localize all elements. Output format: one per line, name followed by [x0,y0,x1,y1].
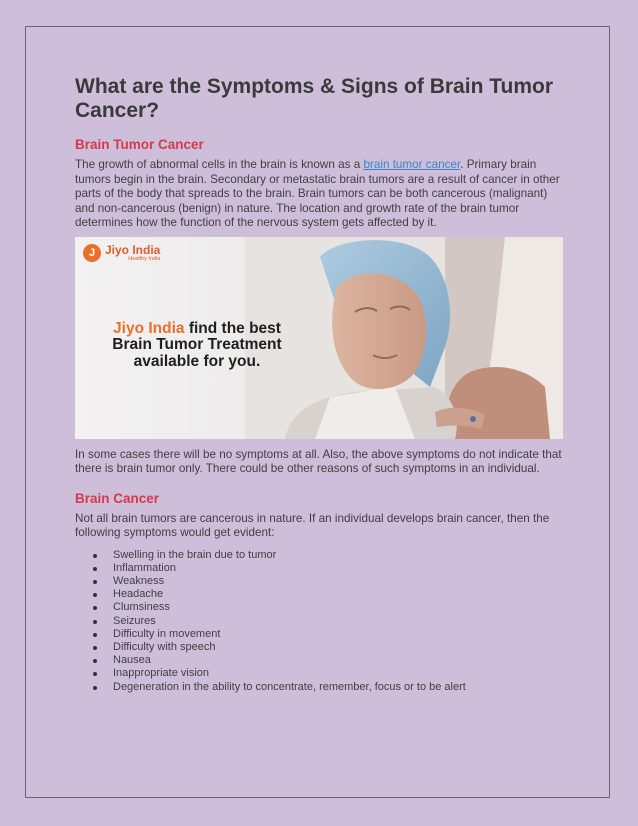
section-heading-brain-cancer: Brain Cancer [75,490,160,506]
list-item: Inappropriate vision [113,667,565,680]
section-heading-brain-tumor-cancer: Brain Tumor Cancer [75,137,204,152]
logo-name: Jiyo India [105,242,161,257]
banner-headline [97,321,297,371]
document-body [75,75,565,694]
list-item: Weakness [113,575,565,588]
banner-brand: Jiyo India [113,319,185,337]
list-item: Inflammation [113,562,565,575]
jiyo-india-logo [83,244,160,263]
banner-text: find the best Brain Tumor Treatment available for you. [112,319,282,370]
treatment-banner-image [75,237,563,439]
list-item: Degeneration in the ability to concentrate, remember, focus or to be alert [113,681,565,694]
logo-mark-icon: J [83,244,101,262]
list-item: Seizures [113,615,565,628]
intro-text-start: The growth of abnormal cells in the brain is known as a [75,158,364,171]
symptom-list [75,549,565,694]
list-item: Clumsiness [113,601,565,614]
brain-cancer-paragraph: Not all brain tumors are cancerous in nature. If an individual develops brain cancer, then the following symptoms would get evident: [75,511,550,539]
brain-tumor-cancer-link[interactable]: brain tumor cancer [363,158,461,171]
list-item: Headache [113,588,565,601]
intro-text-end: . Primary brain tumors begin in the brain. Secondary or metastatic brain tumors are a result of cancer in other parts of the body that spreads to the brain. Brain tumors can be both cancerous (malignant) and non-cancerous (benign) in nature. The location and growth rate of the brain tumor determines how the function of the nervous system gets affected by it. [75,158,560,229]
after-image-paragraph: In some cases there will be no symptoms at all. Also, the above symptoms do not indicate that there is brain tumor only. There could be other reasons of such symptoms in an individual. [75,447,562,475]
intro-paragraph [75,158,565,231]
list-item: Difficulty with speech [113,641,565,654]
logo-tagline: Healthy India [128,255,161,262]
list-item: Nausea [113,654,565,667]
page-title: What are the Symptoms & Signs of Brain Tumor Cancer? [75,75,553,122]
list-item: Difficulty in movement [113,628,565,641]
list-item: Swelling in the brain due to tumor [113,549,565,562]
